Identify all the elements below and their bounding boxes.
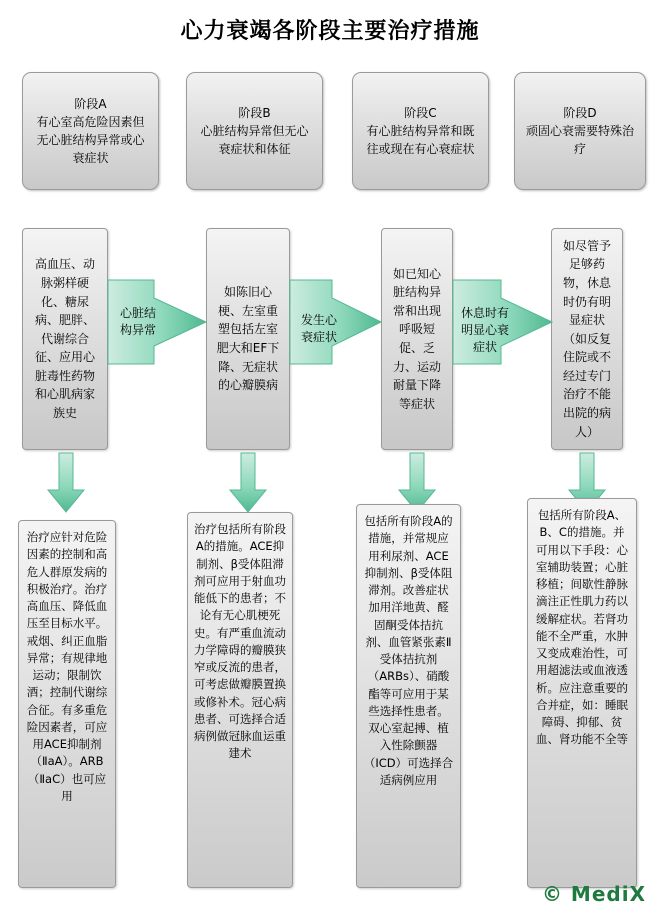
stage-box-a — [22, 72, 159, 190]
transition-label-a-to-b: 心脏结构异常 — [119, 306, 156, 337]
stage-box-b — [186, 72, 323, 190]
stage-box-c-label: 阶段C 有心脏结构异常和既往或现在有心衰症状 — [366, 106, 475, 156]
page-title: 心力衰竭各阶段主要治疗措施 — [180, 19, 480, 44]
treatment-box-b — [187, 512, 293, 888]
stage-box-b-label: 阶段B 心脏结构异常但无心衰症状和体征 — [200, 106, 309, 156]
transition-label-c-to-d: 休息时有明显心衰症状 — [461, 306, 510, 354]
condition-box-a — [22, 228, 108, 450]
condition-box-c-label: 如已知心脏结构异常和出现呼吸短促、乏力、运动耐量下降等症状 — [392, 266, 441, 411]
treatment-box-a-label: 治疗应针对危险因素的控制和高危人群原发病的积极治疗。治疗高血压、降低血压至目标水平。戒烟、纠正血脂异常；有规律地运动；限制饮酒；控制代谢综合征。有多重危险因素者，可应用ACE抑制剂（ⅡaA）。ARB（ⅡaC）也可应用 — [26, 530, 108, 803]
treatment-box-c — [356, 504, 461, 888]
treatment-box-a — [18, 520, 116, 888]
transition-label-b-to-c: 发生心衰症状 — [300, 313, 337, 344]
condition-box-b — [206, 228, 290, 450]
stage-box-d — [514, 72, 646, 190]
condition-box-b-label: 如陈旧心梗、左室重塑包括左室肥大和EF下降、无症状的心瓣膜病 — [216, 285, 280, 393]
condition-box-d — [551, 228, 623, 450]
condition-box-d-label: 如尽管予足够药物，休息时仍有明显症状（如反复住院或不经过专门治疗不能出院的病人） — [562, 238, 611, 439]
stage-box-d-label: 阶段D 顽固心衰需要特殊治疗 — [525, 106, 634, 156]
condition-box-a-label: 高血压、动脉粥样硬化、糖尿病、肥胖、代谢综合征、应用心脏毒性药物和心肌病家族史 — [34, 257, 95, 421]
arrow-down-a — [46, 452, 86, 514]
treatment-box-b-label: 治疗包括所有阶段A的措施。ACE抑制剂、β受体阻滞剂可应用于射血功能低下的患者；不论有无心肌梗死史。有严重血流动力学障碍的瓣膜狭窄或反流的患者，可考虑做瓣膜置换或修补术。冠心病患者、可选择合适病例做冠脉血运重建术 — [194, 522, 286, 761]
watermark: © MediX — [541, 882, 646, 906]
condition-box-c — [381, 228, 453, 450]
treatment-box-c-label: 包括所有阶段A的措施，并常规应用利尿剂、ACE抑制剂、β受体阻滞剂。改善症状加用洋地黄、醛固酮受体拮抗剂、血管紧张素Ⅱ受体拮抗剂（ARBs）、硝酸酯等可应用于某些选择性患者。双心室起搏、植入性除颤器（ICD）可选择合适病例应用 — [363, 514, 454, 787]
stage-box-a-label: 阶段A 有心室高危险因素但无心脏结构异常或心衰症状 — [36, 97, 145, 165]
treatment-box-d-label: 包括所有阶段A、B、C的措施。并可用以下手段：心室辅助装置；心脏移植；间歇性静脉滴注正性肌力药以缓解症状。若肾功能不全严重，水肿又变成难治性，可用超滤法或血液透析。应注意重要的合并症，如：睡眠障碍、抑郁、贫血、肾功能不全等 — [536, 508, 628, 747]
treatment-box-d — [527, 498, 637, 888]
stage-box-c — [352, 72, 489, 190]
arrow-down-b — [228, 452, 268, 514]
